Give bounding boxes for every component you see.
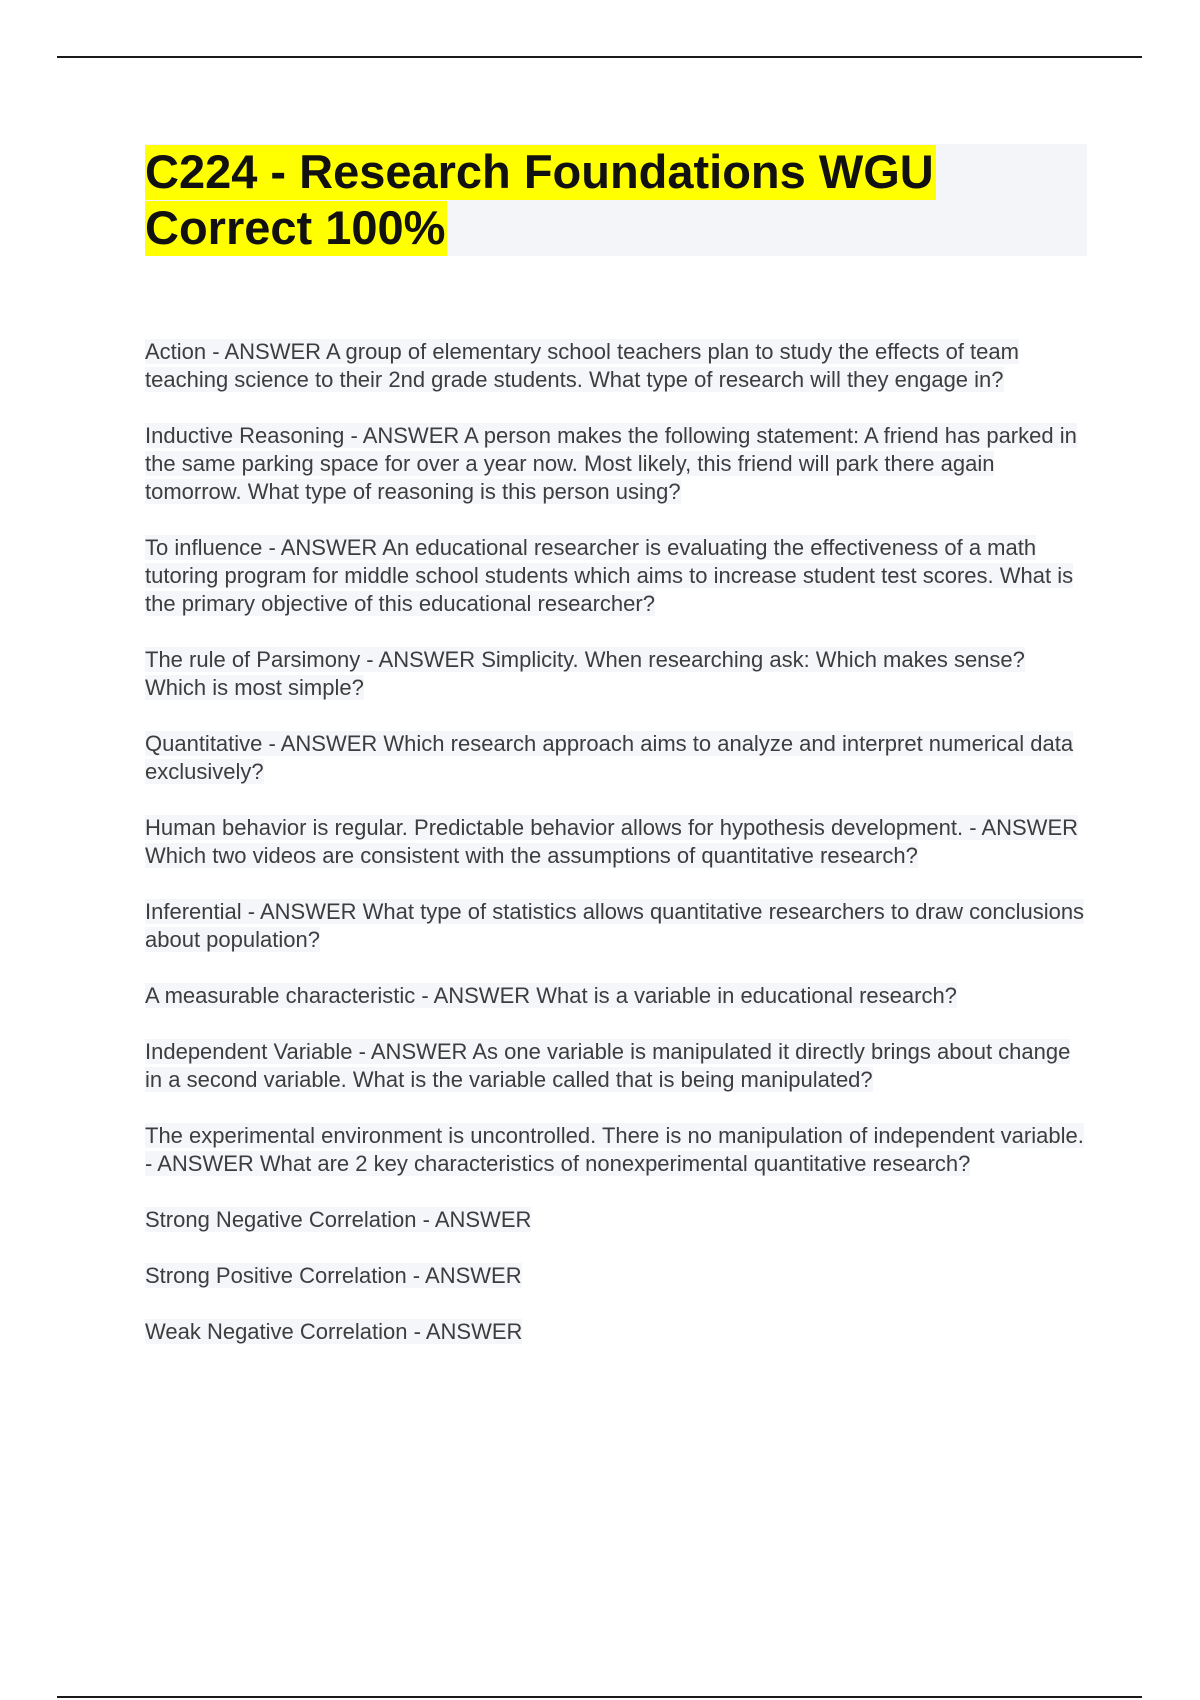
footer-rule — [57, 1696, 1142, 1698]
title-line-1: C224 - Research Foundations WGU — [145, 145, 934, 198]
qa-entry-human-behavior: Human behavior is regular. Predictable behavior allows for hypothesis development. - ANSWER Which two videos are consistent with the assumptions of quantitative research? — [145, 815, 1079, 868]
header-rule — [57, 56, 1142, 58]
qa-entry-measurable-characteristic: A measurable characteristic - ANSWER What is a variable in educational research? — [145, 983, 957, 1008]
title-line-2: Correct 100% — [145, 201, 446, 254]
qa-entry-independent-variable: Independent Variable - ANSWER As one variable is manipulated it directly brings about change in a second variable. What is the variable called that is being manipulated? — [145, 1039, 1071, 1092]
qa-entry-strong-negative: Strong Negative Correlation - ANSWER — [145, 1207, 532, 1232]
page-title — [145, 144, 1087, 256]
title-block — [145, 144, 1087, 256]
qa-entry-action: Action - ANSWER A group of elementary school teachers plan to study the effects of team teaching science to their 2nd grade students. What type of research will they engage in? — [145, 339, 1019, 392]
qa-entry-weak-negative: Weak Negative Correlation - ANSWER — [145, 1319, 523, 1344]
qa-entry-inferential: Inferential - ANSWER What type of statistics allows quantitative researchers to draw conclusions about population? — [145, 899, 1085, 952]
qa-entry-parsimony: The rule of Parsimony - ANSWER Simplicity. When researching ask: Which makes sense? Which is most simple? — [145, 647, 1025, 700]
qa-entry-inductive-reasoning: Inductive Reasoning - ANSWER A person makes the following statement: A friend has parked in the same parking space for over a year now. Most likely, this friend will park there again tomorrow. What type of reasoning is this person using? — [145, 423, 1077, 504]
qa-entry-to-influence: To influence - ANSWER An educational researcher is evaluating the effectiveness of a math tutoring program for middle school students which aims to increase student test scores. What is the primary objective of this educational researcher? — [145, 535, 1074, 616]
qa-entry-nonexperimental: The experimental environment is uncontrolled. There is no manipulation of independent variable. - ANSWER What are 2 key characteristics of nonexperimental quantitative research? — [145, 1123, 1084, 1176]
qa-list — [145, 338, 1085, 1374]
qa-entry-strong-positive: Strong Positive Correlation - ANSWER — [145, 1263, 522, 1288]
qa-entry-quantitative: Quantitative - ANSWER Which research approach aims to analyze and interpret numerical data exclusively? — [145, 731, 1074, 784]
